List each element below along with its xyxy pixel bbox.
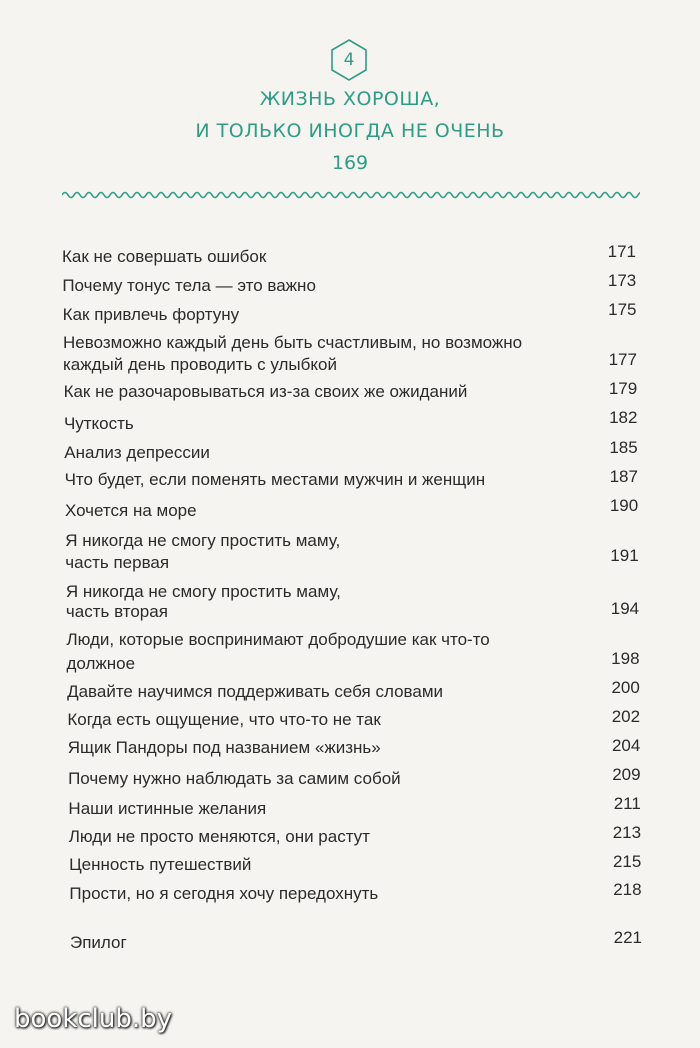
toc-entry-title: Прости, но я сегодня хочу передохнуть [69,884,379,903]
toc-entry-title: часть вторая [65,602,168,621]
toc-entry-title: Невозможно каждый день быть счастливым, но возможно [63,333,523,352]
chapter-start-page: 169 [331,152,369,174]
toc-entry-title: Хочется на море [64,501,197,520]
watermark: bookclub.by [14,1004,173,1034]
chapter-title-line-1: ЖИЗНЬ ХОРОША, [259,88,441,110]
toc-entry-page: 175 [608,300,637,319]
toc-entry-page: 173 [607,271,637,290]
toc-entry-title: Как не совершать ошибок [62,247,267,266]
toc-entry-title: Люди не просто меняются, они растут [68,827,370,846]
toc-entry-page: 213 [612,823,642,842]
toc-entry-page: 211 [613,794,641,813]
toc-entry-title: Люди, которые воспринимают добродушие как что-то [66,630,490,649]
toc-entry-page: 194 [610,599,640,618]
chapter-title-line-2: И ТОЛЬКО ИНОГДА НЕ ОЧЕНЬ [195,120,505,142]
toc-entry-page: 202 [611,707,641,726]
toc-entry-title: Ящик Пандоры под названием «жизнь» [67,738,381,757]
toc-entry-title: Почему нужно наблюдать за самим собой [68,769,401,788]
toc-entry-page: 190 [609,496,639,515]
toc-entry-title: Чуткость [63,414,134,433]
toc-entry-page: 204 [611,736,641,755]
toc-entry-page: 187 [609,467,638,486]
toc-entry-title: должное [66,654,136,673]
toc-entry-title: Я никогда не смогу простить маму, [65,582,341,601]
toc-entry-title: Я никогда не смогу простить маму, [65,531,341,550]
toc-entry-page: 182 [609,408,638,427]
toc-entry-page: 221 [613,928,642,947]
toc-entry-page: 179 [608,379,638,398]
toc-entry-page: 198 [611,649,640,668]
toc-entry-title: Что будет, если поменять местами мужчин и женщин [64,470,486,489]
toc-entry-title: часть первая [65,553,170,572]
toc-entry-title: Когда есть ощущение, что что-то не так [67,710,381,729]
toc-entry-page: 218 [613,880,642,899]
toc-entry-title: Как не разочаровываться из-за своих же ожиданий [63,382,468,401]
toc-entry-title: Давайте научимся поддерживать себя словами [67,682,444,701]
toc-entry-title: Ценность путешествий [69,855,252,874]
toc-entry-page: 209 [612,765,641,784]
toc-entry-page: 177 [608,350,637,369]
toc-entry-page: 191 [610,546,639,565]
toc-entry-title: Как привлечь фортуну [62,305,240,324]
toc-entry-title: Наши истинные желания [68,799,267,818]
chapter-number: 4 [343,50,355,70]
toc-entry-title: Почему тонус тела — это важно [62,276,316,295]
toc-entry-page: 215 [612,852,642,871]
toc-entry-page: 185 [609,438,638,457]
toc-entry-title: каждый день проводить с улыбкой [63,355,337,374]
toc-entry-title: Анализ депрессии [64,443,210,462]
toc-entry-page: 171 [607,242,636,261]
toc-entry-title: Эпилог [70,933,127,952]
toc-entry-page: 200 [611,678,640,697]
